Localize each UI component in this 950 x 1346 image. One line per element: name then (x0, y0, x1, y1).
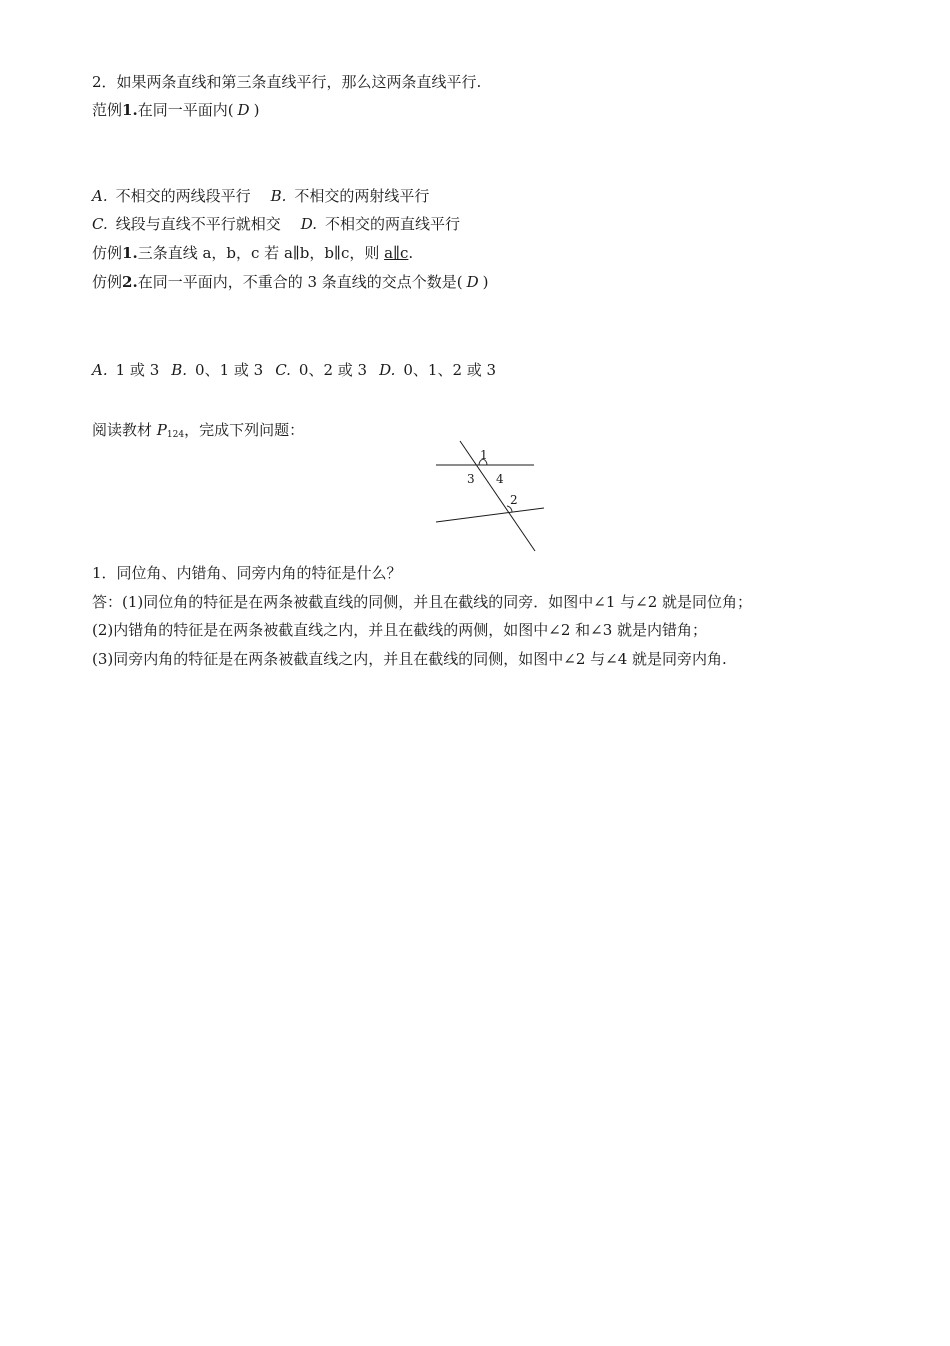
imitation2-option-b-letter: B. (171, 361, 188, 379)
example1-option-a-text: 不相交的两线段平行 (115, 187, 251, 205)
imitation2-stem-text: 在同一平面内，不重合的 3 条直线的交点个数是( (137, 273, 463, 291)
imitation2-option-c-text: 0、2 或 3 (298, 361, 368, 379)
example1-number: 1. (122, 101, 138, 119)
imitation1-stem: 三条直线 a，b，c 若 a∥b，b∥c，则 (137, 244, 385, 262)
angle-label-4: 4 (496, 472, 504, 486)
example1-stem-text: 在同一平面内( (137, 101, 234, 119)
answer-prefix: 答： (92, 593, 123, 611)
theorem-line (92, 72, 481, 92)
reading-suffix: ，完成下列问题： (184, 421, 305, 439)
theorem-text: 如果两条直线和第三条直线平行，那么这两条直线平行. (116, 73, 482, 91)
angle-label-3: 3 (467, 472, 475, 486)
imitation2-option-c-letter: C. (275, 361, 291, 379)
answer-3-text: (3)同旁内角的特征是在两条被截直线之内，并且在截线的同侧，如图中∠2 与∠4 就是同旁内角. (92, 650, 727, 668)
answer-line-1 (92, 592, 752, 612)
answer-line-2 (92, 620, 707, 640)
example1-option-c-letter: C. (92, 215, 108, 233)
imitation2-option-a-letter: A. (92, 361, 108, 379)
answer-2-text: (2)内错角的特征是在两条被截直线之内，并且在截线的两侧，如图中∠2 和∠3 就是内错角； (92, 621, 708, 639)
example1-option-b-letter: B. (270, 187, 287, 205)
imitation2-close: ) (482, 273, 489, 291)
example1-stem (92, 100, 259, 120)
theorem-number: 2． (92, 73, 117, 91)
example1-options-row1 (92, 186, 429, 206)
imitation2-option-a-text: 1 或 3 (115, 361, 160, 379)
example1-answer: D (237, 101, 250, 119)
question1-line (92, 563, 402, 583)
example1-options-row2 (92, 214, 460, 234)
imitation2-option-b-text: 0、1 或 3 (195, 361, 264, 379)
example1-option-b-text: 不相交的两射线平行 (294, 187, 430, 205)
example1-close: ) (253, 101, 260, 119)
example1-label: 范例 (92, 101, 123, 119)
imitation1-number: 1. (122, 244, 138, 262)
imitation2-label: 仿例 (92, 273, 123, 291)
example1-option-a-letter: A. (92, 187, 108, 205)
imitation2-answer: D (466, 273, 479, 291)
imitation1-label: 仿例 (92, 244, 123, 262)
imitation2-option-d-text: 0、1、2 或 3 (403, 361, 497, 379)
answer-1-text: (1)同位角的特征是在两条被截直线的同侧，并且在截线的同旁．如图中∠1 与∠2 就是同位角； (122, 593, 753, 611)
imitation2-option-d-letter: D. (379, 361, 396, 379)
transversal-line (460, 441, 535, 551)
example1-option-d-text: 不相交的两直线平行 (325, 215, 461, 233)
imitation2-stem (92, 272, 489, 292)
example1-option-d-letter: D. (300, 215, 317, 233)
imitation2-options (92, 360, 496, 380)
imitation2-number: 2. (122, 273, 138, 291)
example1-option-c-text: 线段与直线不平行就相交 (115, 215, 281, 233)
transversal-diagram (432, 438, 552, 556)
reading-instruction (92, 420, 304, 445)
answer-line-3 (92, 649, 727, 669)
reading-prefix: 阅读教材 (92, 421, 157, 439)
reading-page-letter: P (156, 421, 167, 439)
imitation1-end: . (408, 244, 414, 262)
question1-number: 1． (92, 564, 117, 582)
question1-text: 同位角、内错角、同旁内角的特征是什么？ (116, 564, 402, 582)
transversal-figure (432, 438, 552, 556)
angle-label-1: 1 (480, 448, 488, 462)
angle-label-2: 2 (510, 493, 518, 507)
reading-page-number: 124 (166, 430, 185, 440)
lower-line (436, 508, 544, 522)
imitation1-line (92, 243, 413, 263)
imitation1-answer: a∥c (384, 244, 409, 262)
